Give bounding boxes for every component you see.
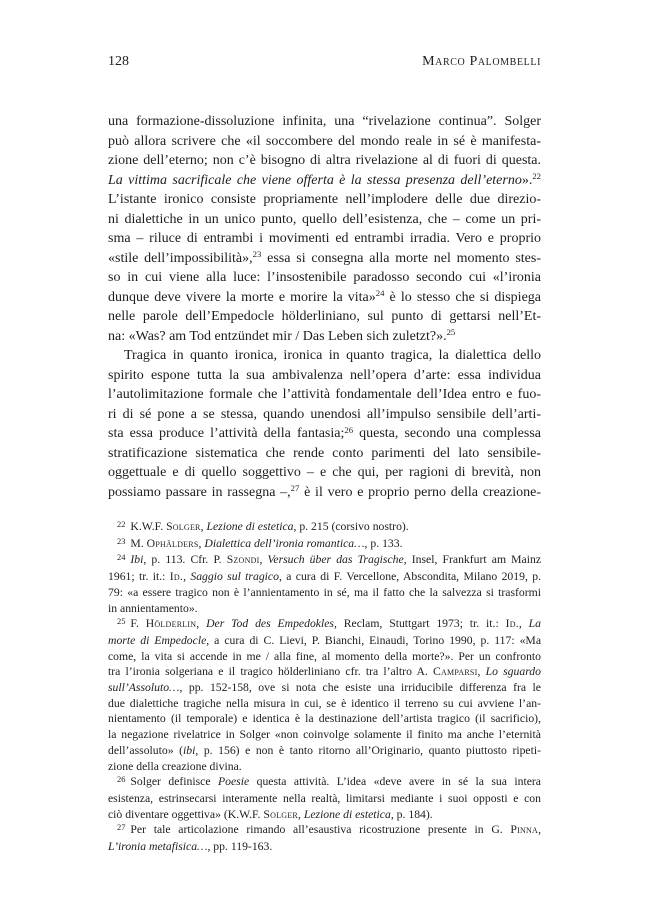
page-number: 128 — [108, 54, 129, 69]
footnote-line — [108, 791, 541, 807]
text-run: Solger definisce — [130, 775, 219, 789]
footnote-line — [108, 552, 541, 569]
text-run: essa si consegna alla morte nel momento stes- — [261, 250, 542, 266]
footnote-number: 23 — [117, 535, 126, 546]
text-run: L’istante ironico consiste propriamente nell’implodere delle due direzio- — [108, 192, 541, 207]
italic-text: La — [528, 617, 542, 631]
text-run: ri di sé pone a se stessa, quando unendosi all’impulso sensibile dell’arti- — [108, 406, 541, 422]
footnote-line — [108, 649, 541, 665]
footnote-line — [108, 807, 541, 823]
text-line — [108, 210, 541, 230]
footnote-line — [108, 519, 541, 536]
footnote — [108, 774, 541, 822]
italic-text: Ibi — [130, 553, 144, 567]
italic-text: La vittima sacrificale che viene offerta è la stessa presenza dell’eterno — [108, 172, 522, 188]
text-run: , — [518, 617, 529, 631]
text-line — [108, 483, 541, 503]
smallcaps-text: Id. — [505, 617, 519, 631]
text-line — [108, 424, 541, 444]
footnote — [108, 552, 541, 616]
footnote-line — [108, 839, 541, 855]
text-run: 1961; tr. it.: — [108, 570, 170, 584]
text-run: , p. 113. Cfr. P. — [143, 553, 227, 567]
text-run: ». — [521, 172, 533, 188]
footnote-line — [108, 711, 541, 727]
text-run: oggettuale e di quello soggettivo – e che qui, per ragioni di brevità, non — [108, 465, 541, 480]
italic-text: L’ironia metafisica… — [108, 840, 208, 854]
text-run: questa attività. L’idea «deve avere in sé la sua intera — [249, 775, 541, 789]
text-line — [108, 366, 541, 386]
text-line — [108, 132, 541, 152]
footnote — [108, 822, 541, 854]
smallcaps-text: Camparsi — [432, 665, 478, 679]
text-run: , — [183, 570, 191, 584]
text-run: na: «Was? am Tod entzündet mir / Das Leben sich zuletzt?». — [108, 328, 447, 344]
text-run: , — [297, 807, 304, 821]
text-run: , — [198, 536, 205, 550]
paragraph — [108, 346, 541, 502]
text-run: , — [538, 823, 541, 837]
text-run: 79: «a essere tragico non è l’annientamento in sé, ma il fatto che la salvezza si trasformi — [108, 585, 541, 599]
text-run: può allora scrivere che «il soccombere del mondo reale in sé è manifesta- — [108, 133, 541, 149]
text-line — [108, 229, 541, 249]
italic-text: ibi — [183, 743, 196, 757]
footnote-line — [108, 696, 541, 712]
smallcaps-text: Hölderlin — [145, 617, 197, 631]
text-run: F. — [130, 617, 146, 631]
footnote-line — [108, 633, 541, 649]
text-line — [108, 346, 541, 366]
text-line — [108, 327, 541, 347]
paragraph — [108, 112, 541, 346]
text-run: Tragica in quanto ironica, ironica in quanto tragica, la dialettica dello — [124, 348, 541, 363]
text-line — [108, 405, 541, 425]
footnote-line — [108, 743, 541, 759]
smallcaps-text: Solger — [166, 520, 201, 533]
footnotes — [108, 519, 541, 855]
text-line — [108, 444, 541, 464]
smallcaps-text: Pinna — [510, 823, 539, 837]
text-run: è il vero e proprio perno della creazione- — [299, 484, 541, 500]
text-run: , Reclam, Stuttgart 1973; tr. it.: — [333, 617, 506, 631]
italic-text: Lezione di estetica — [303, 807, 391, 821]
text-run: sta essa produce l’attività della fantasia; — [108, 426, 345, 441]
text-run: , — [196, 617, 207, 631]
text-line — [108, 268, 541, 288]
footnote — [108, 519, 541, 536]
text-line — [108, 249, 541, 269]
text-run: M. — [130, 536, 147, 550]
footnote-reference: 27 — [290, 483, 300, 494]
footnote — [108, 616, 541, 774]
footnote-number: 24 — [117, 552, 126, 563]
text-run: questa, secondo una complessa — [353, 426, 541, 441]
italic-text: Dialettica dell’ironia romantica… — [204, 536, 365, 550]
text-run: nelle parole dell’Empedocle hölderliniano, sul punto di gettarsi nell’Et- — [108, 309, 541, 324]
text-run: due dialettiche tragiche nella misura in cui, se è identico il terreno su cui avviene l’an- — [108, 696, 541, 710]
smallcaps-text: Szondi — [226, 553, 260, 567]
body-text — [108, 112, 541, 502]
italic-text: morte di Empedocle — [108, 633, 207, 647]
italic-text: sull’Assoluto… — [108, 681, 180, 695]
text-run: , pp. 119-163. — [207, 840, 273, 854]
text-run: dunque deve vivere la morte e morire la vita» — [108, 289, 376, 305]
text-run: , pp. 152-158, ove si nota che esiste una irriducibile differenza fra le — [179, 681, 541, 695]
text-run: possiamo passare in rassegna –, — [108, 484, 291, 500]
text-run: una formazione-dissoluzione infinita, una “rivelazione continua”. Solger — [108, 114, 541, 129]
text-run: , p. 184). — [390, 807, 433, 821]
text-run: ciò diventare oggettiva» (K.W.F. — [108, 807, 264, 821]
italic-text: Der Tod des Empedokles — [206, 617, 334, 631]
text-run: in annientamento». — [108, 601, 198, 615]
footnote-line — [108, 616, 541, 633]
italic-text: Lezione di estetica — [206, 520, 294, 533]
footnote-reference: 23 — [252, 249, 262, 260]
text-run: , — [259, 553, 268, 567]
footnote-line — [108, 585, 541, 601]
italic-text: Poesie — [218, 775, 250, 789]
text-run: l’autolimitazione formale che l’attività fondamentale dell’Idea entro e fuo- — [108, 387, 541, 402]
footnote-line — [108, 759, 541, 775]
text-run: esistenza, estrinsecarsi interamente nella realtà, limitarsi mediante i suoi opposti e con — [108, 791, 541, 805]
page-header — [108, 53, 541, 71]
footnote-number: 22 — [117, 518, 126, 529]
text-run: , p. 133. — [364, 536, 403, 550]
footnote-number: 27 — [117, 822, 126, 833]
text-run: dell’assoluto» ( — [108, 743, 184, 757]
footnote-line — [108, 601, 541, 617]
text-line — [108, 288, 541, 308]
text-run: spirito espone tutta la sua ambivalenza nell’opera d’arte: essa individua — [108, 367, 541, 383]
text-line — [108, 190, 541, 210]
footnote-line — [108, 569, 541, 585]
italic-text: Versuch über das Tragische — [267, 553, 404, 567]
text-line — [108, 385, 541, 405]
text-run: la negazione rivelatrice in Solger «non coinvolge solamente il finito ma anche l’eternità — [108, 728, 541, 742]
footnote-reference: 25 — [446, 327, 456, 338]
footnote-line — [108, 664, 541, 680]
text-run: , Insel, Frankfurt am Mainz — [403, 553, 542, 567]
text-line — [108, 171, 541, 191]
running-head: Marco Palombelli — [422, 54, 541, 69]
text-run: è lo stesso che si dispiega — [384, 289, 541, 305]
text-run: K.W.F. — [130, 520, 167, 533]
text-run: zione dell’eterno; non c’è bisogno di altra rivelazione al di fuori di questa. — [108, 153, 541, 168]
footnote-line — [108, 727, 541, 743]
footnote-number: 25 — [117, 616, 126, 627]
text-run: , p. 215 (corsivo nostro). — [293, 520, 409, 533]
footnote-number: 26 — [117, 774, 126, 785]
text-run: nientamento (il temporale) e identica è la destinazione dell’artista tragico (il sacrificio), — [108, 712, 541, 726]
footnote-line — [108, 680, 541, 696]
text-run: zione della creazione divina. — [108, 759, 242, 773]
text-run: tra l’ironia solgeriana e il tragico hölderliniano cfr. tra l’altro A. — [108, 665, 433, 679]
text-run: so in cui viene alla luce: l’insostenibile paradosso secondo cui «l’ironia — [108, 270, 541, 285]
smallcaps-text: Id. — [169, 570, 184, 584]
text-run: , — [200, 520, 207, 533]
footnote — [108, 536, 541, 553]
text-run: , a cura di C. Lievi, P. Bianchi, Einaudi, Torino 1990, p. 117: «Ma — [206, 633, 542, 647]
text-run: ni dialettiche in un unico punto, quello dell’esistenza, che – come un pri- — [108, 211, 541, 227]
text-line — [108, 307, 541, 327]
text-run: come, la vita si accende in me / alla fine, al momento della morte?». Per un confronto — [108, 649, 541, 663]
text-run: , a cura di F. Vercellone, Abscondita, Milano 2019, p. — [278, 570, 541, 584]
text-line — [108, 463, 541, 483]
footnote-line — [108, 774, 541, 791]
text-run: , p. 156) e non è tanto ritorno all’Originario, quanto piuttosto ripeti- — [195, 743, 542, 757]
text-run: «stile dell’impossibilità», — [108, 250, 253, 266]
footnote-reference: 22 — [532, 171, 541, 182]
smallcaps-text: Solger — [263, 807, 298, 821]
footnote-line — [108, 822, 541, 839]
text-run: , — [477, 665, 486, 679]
footnote-reference: 24 — [375, 288, 385, 299]
text-run: Per tale articolazione rimando all’esaustiva ricostruzione presente in G. — [130, 823, 511, 837]
text-run: sma – riluce di entrambi i movimenti ed entrambi irradia. Vero e proprio — [108, 231, 541, 246]
text-line — [108, 112, 541, 132]
italic-text: Lo sguardo — [485, 665, 541, 679]
smallcaps-text: Ophälders — [146, 536, 199, 550]
text-line — [108, 151, 541, 171]
text-run: stratificazione sistematica che rende conto parimenti del lato sensibile- — [108, 445, 541, 461]
footnote-line — [108, 536, 541, 553]
italic-text: Saggio sul tragico — [190, 570, 279, 584]
footnote-reference: 26 — [344, 424, 354, 435]
